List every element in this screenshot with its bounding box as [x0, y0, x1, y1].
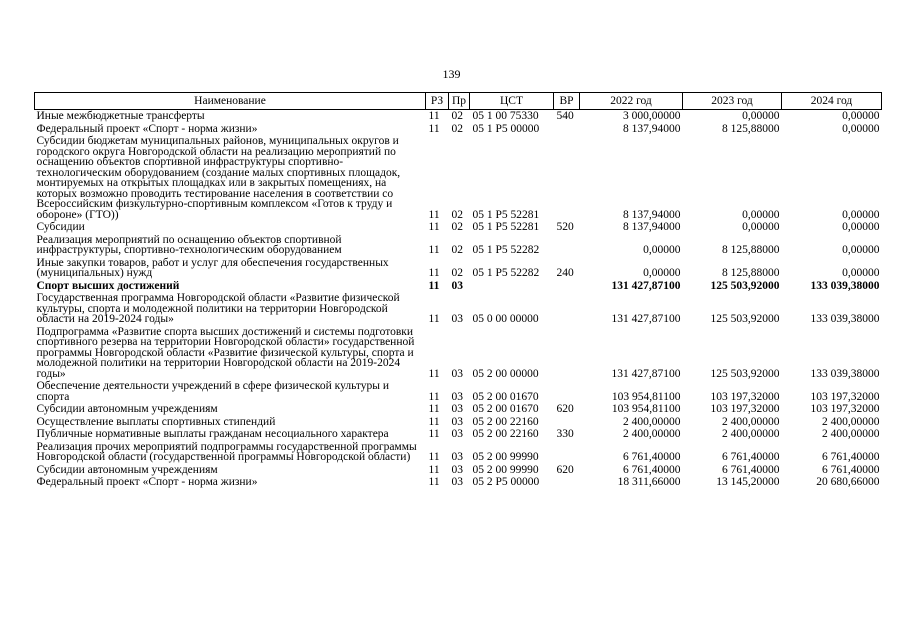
table-row — [35, 221, 882, 234]
cell-2023: 125 503,92000 — [710, 313, 780, 325]
table-header-row — [35, 93, 882, 110]
header-2022: 2022 год — [580, 93, 683, 110]
header-2023: 2023 год — [683, 93, 782, 110]
cell-2022: 8 137,94000 — [623, 208, 681, 221]
cell-rz: 11 — [428, 415, 440, 428]
header-2024: 2024 год — [782, 93, 882, 110]
cell-vr — [554, 441, 580, 464]
cell-pr: 03 — [451, 476, 463, 488]
cell-2022: 103 954,81100 — [611, 403, 681, 415]
cell-vr — [554, 292, 580, 326]
cell-vr: 330 — [556, 428, 574, 440]
cell-cst: 05 2 00 01670 — [472, 390, 539, 403]
cell-pr: 02 — [451, 221, 463, 233]
cell-cst: 05 1 P5 00000 — [472, 122, 540, 135]
cell-pr: 02 — [451, 267, 463, 279]
cell-name: Иные закупки товаров, работ и услуг для обеспечения государственных (муниципальных) нужд — [36, 256, 389, 279]
table-row — [35, 257, 882, 280]
cell-rz: 11 — [428, 313, 440, 325]
cell-rz: 11 — [428, 267, 440, 279]
cell-2024: 0,00000 — [842, 122, 880, 135]
cell-pr: 03 — [451, 463, 463, 476]
cell-2023: 13 145,20000 — [716, 476, 780, 488]
cell-vr — [554, 326, 580, 381]
cell-2023: 2 400,00000 — [722, 415, 780, 428]
cell-rz: 11 — [428, 451, 440, 463]
cell-2024: 0,00000 — [842, 110, 880, 122]
cell-name: Подпрограмма «Развитие спорта высших достижений и системы подготовки спортивного резерва на территории Новгородской области» государственной программы Новгородской области «Развитие физической культуры, спорта и молодежной политики на территории Новгородской области на 2019-2024 годы» — [36, 325, 415, 380]
cell-pr: 02 — [451, 122, 463, 135]
table-row — [35, 234, 882, 257]
cell-cst — [470, 280, 554, 293]
cell-name: Федеральный проект «Спорт - норма жизни» — [36, 122, 258, 135]
cell-name: Спорт высших достижений — [36, 279, 180, 292]
header-rz: РЗ — [426, 93, 449, 110]
cell-cst: 05 2 00 22160 — [472, 428, 539, 440]
budget-table — [34, 92, 882, 489]
cell-rz: 11 — [428, 208, 440, 221]
cell-cst: 05 1 P5 52281 — [472, 221, 540, 233]
table-row — [35, 123, 882, 136]
cell-vr: 520 — [556, 221, 574, 233]
cell-2024: 6 761,40000 — [822, 463, 880, 476]
header-cst: ЦСТ — [470, 93, 554, 110]
cell-2023: 6 761,40000 — [722, 463, 780, 476]
cell-name: Реализация прочих мероприятий подпрограммы государственной программы Новгородской области (государственной программы Новгородской области) — [36, 440, 417, 463]
cell-name: Субсидии автономным учреждениям — [36, 463, 218, 476]
cell-pr: 03 — [451, 390, 463, 403]
cell-rz: 11 — [428, 367, 440, 380]
cell-2023: 125 503,92000 — [710, 279, 780, 292]
cell-2024: 20 680,66000 — [816, 476, 880, 488]
cell-2023: 8 125,88000 — [722, 244, 780, 256]
cell-name: Реализация мероприятий по оснащению объектов спортивной инфраструктуры, спортивно-технологическим оборудованием — [36, 233, 342, 256]
cell-pr: 03 — [451, 451, 463, 463]
cell-vr — [554, 280, 580, 293]
cell-vr: 620 — [556, 463, 574, 476]
cell-cst: 05 1 00 75330 — [472, 110, 539, 122]
cell-pr: 03 — [451, 313, 463, 325]
cell-2024: 0,00000 — [842, 208, 880, 221]
table-row — [35, 476, 882, 489]
cell-vr — [554, 234, 580, 257]
cell-cst: 05 2 00 99990 — [472, 451, 539, 463]
cell-2023: 103 197,32000 — [710, 403, 780, 415]
cell-2022: 8 137,94000 — [623, 221, 681, 233]
cell-2023: 0,00000 — [742, 208, 780, 221]
cell-pr: 02 — [451, 110, 463, 122]
cell-2024: 133 039,38000 — [810, 279, 880, 292]
cell-vr — [554, 123, 580, 136]
cell-rz: 11 — [428, 428, 440, 440]
cell-rz: 11 — [428, 221, 440, 233]
cell-2024: 0,00000 — [842, 267, 880, 279]
cell-cst: 05 1 P5 52281 — [472, 208, 540, 221]
cell-pr: 03 — [451, 415, 463, 428]
cell-2022: 0,00000 — [643, 244, 681, 256]
cell-2022: 131 427,87100 — [611, 279, 681, 292]
cell-2022: 6 761,40000 — [623, 451, 681, 463]
cell-rz: 11 — [428, 476, 440, 488]
table-row — [35, 292, 882, 326]
cell-2022: 2 400,00000 — [623, 415, 681, 428]
cell-name: Обеспечение деятельности учреждений в сфере физической культуры и спорта — [36, 380, 390, 403]
cell-name: Субсидии — [36, 221, 85, 233]
cell-2024: 2 400,00000 — [822, 428, 880, 440]
cell-pr: 03 — [451, 367, 463, 380]
table-row — [35, 403, 882, 416]
cell-rz: 11 — [428, 122, 440, 135]
cell-2023: 103 197,32000 — [710, 390, 780, 403]
cell-2024: 133 039,38000 — [810, 313, 880, 325]
cell-2022: 131 427,87100 — [611, 367, 681, 380]
cell-vr — [554, 135, 580, 221]
cell-pr: 03 — [451, 279, 463, 292]
table-row — [35, 326, 882, 381]
cell-pr: 03 — [451, 428, 463, 440]
cell-2024: 103 197,32000 — [810, 390, 880, 403]
header-name: Наименование — [35, 93, 426, 110]
table-row — [35, 110, 882, 123]
cell-rz: 11 — [428, 110, 440, 122]
header-pr: Пр — [449, 93, 470, 110]
cell-vr: 540 — [556, 110, 574, 122]
cell-name: Осуществление выплаты спортивных стипендий — [36, 415, 276, 428]
cell-2023: 6 761,40000 — [722, 451, 780, 463]
cell-cst: 05 2 00 99990 — [472, 463, 539, 476]
cell-vr — [554, 476, 580, 489]
cell-2024: 0,00000 — [842, 244, 880, 256]
cell-2023: 8 125,88000 — [722, 122, 780, 135]
cell-cst: 05 2 00 01670 — [472, 403, 539, 415]
cell-name: Федеральный проект «Спорт - норма жизни» — [36, 476, 258, 488]
cell-pr: 02 — [451, 208, 463, 221]
cell-name: Публичные нормативные выплаты гражданам несоциального характера — [36, 428, 389, 440]
table-row — [35, 280, 882, 293]
table-row — [35, 135, 882, 221]
cell-2024: 133 039,38000 — [810, 367, 880, 380]
cell-name: Государственная программа Новгородской области «Развитие физической культуры, спорта и молодежной политики на территории Новгородской области на 2019-2024 годы» — [36, 292, 400, 325]
cell-vr — [554, 380, 580, 403]
cell-name: Иные межбюджетные трансферты — [36, 110, 205, 122]
table-row — [35, 441, 882, 464]
cell-2022: 0,00000 — [643, 267, 681, 279]
cell-vr: 240 — [556, 267, 574, 279]
cell-rz: 11 — [428, 244, 440, 256]
cell-2024: 6 761,40000 — [822, 451, 880, 463]
cell-2024: 0,00000 — [842, 221, 880, 233]
cell-2022: 3 000,00000 — [623, 110, 681, 122]
cell-2022: 18 311,66000 — [617, 476, 681, 488]
cell-2023: 0,00000 — [742, 110, 780, 122]
cell-2022: 103 954,81100 — [611, 390, 681, 403]
cell-cst: 05 0 00 00000 — [472, 313, 539, 325]
cell-2024: 2 400,00000 — [822, 415, 880, 428]
cell-2022: 8 137,94000 — [623, 122, 681, 135]
cell-cst: 05 1 P5 52282 — [472, 244, 540, 256]
table-row — [35, 464, 882, 477]
cell-2024: 103 197,32000 — [810, 403, 880, 415]
table-row — [35, 428, 882, 441]
cell-name: Субсидии автономным учреждениям — [36, 403, 218, 415]
page-number: 139 — [442, 67, 461, 81]
header-vr: ВР — [554, 93, 580, 110]
cell-rz: 11 — [428, 279, 440, 292]
table-row — [35, 380, 882, 403]
cell-vr — [554, 416, 580, 429]
table-body — [35, 110, 882, 489]
cell-rz: 11 — [428, 463, 440, 476]
table-row — [35, 416, 882, 429]
cell-vr: 620 — [556, 403, 574, 415]
cell-2022: 131 427,87100 — [611, 313, 681, 325]
cell-cst: 05 2 P5 00000 — [472, 476, 540, 488]
cell-rz: 11 — [428, 390, 440, 403]
cell-pr: 02 — [451, 244, 463, 256]
cell-2023: 2 400,00000 — [722, 428, 780, 440]
cell-rz: 11 — [428, 403, 440, 415]
cell-2022: 2 400,00000 — [623, 428, 681, 440]
cell-cst: 05 2 00 00000 — [472, 367, 539, 380]
cell-name: Субсидии бюджетам муниципальных районов, муниципальных округов и городского округа Новгородской области на реализацию мероприятий по оснащению объектов спортивной инфраструктуры спортивно-технологическим оборудованием (создание малых спортивных площадок, монтируемых на открытых площадках или в закрытых помещениях, на которых возможно проводить тестирование населения в соответствии со Всероссийским физкультурно-спортивным комплексом «Готов к труду и обороне» (ГТО)) — [36, 135, 401, 221]
cell-2023: 125 503,92000 — [710, 367, 780, 380]
cell-2022: 6 761,40000 — [623, 463, 681, 476]
cell-pr: 03 — [451, 403, 463, 415]
cell-cst: 05 2 00 22160 — [472, 415, 539, 428]
cell-2023: 0,00000 — [742, 221, 780, 233]
cell-cst: 05 1 P5 52282 — [472, 267, 540, 279]
cell-2023: 8 125,88000 — [722, 267, 780, 279]
